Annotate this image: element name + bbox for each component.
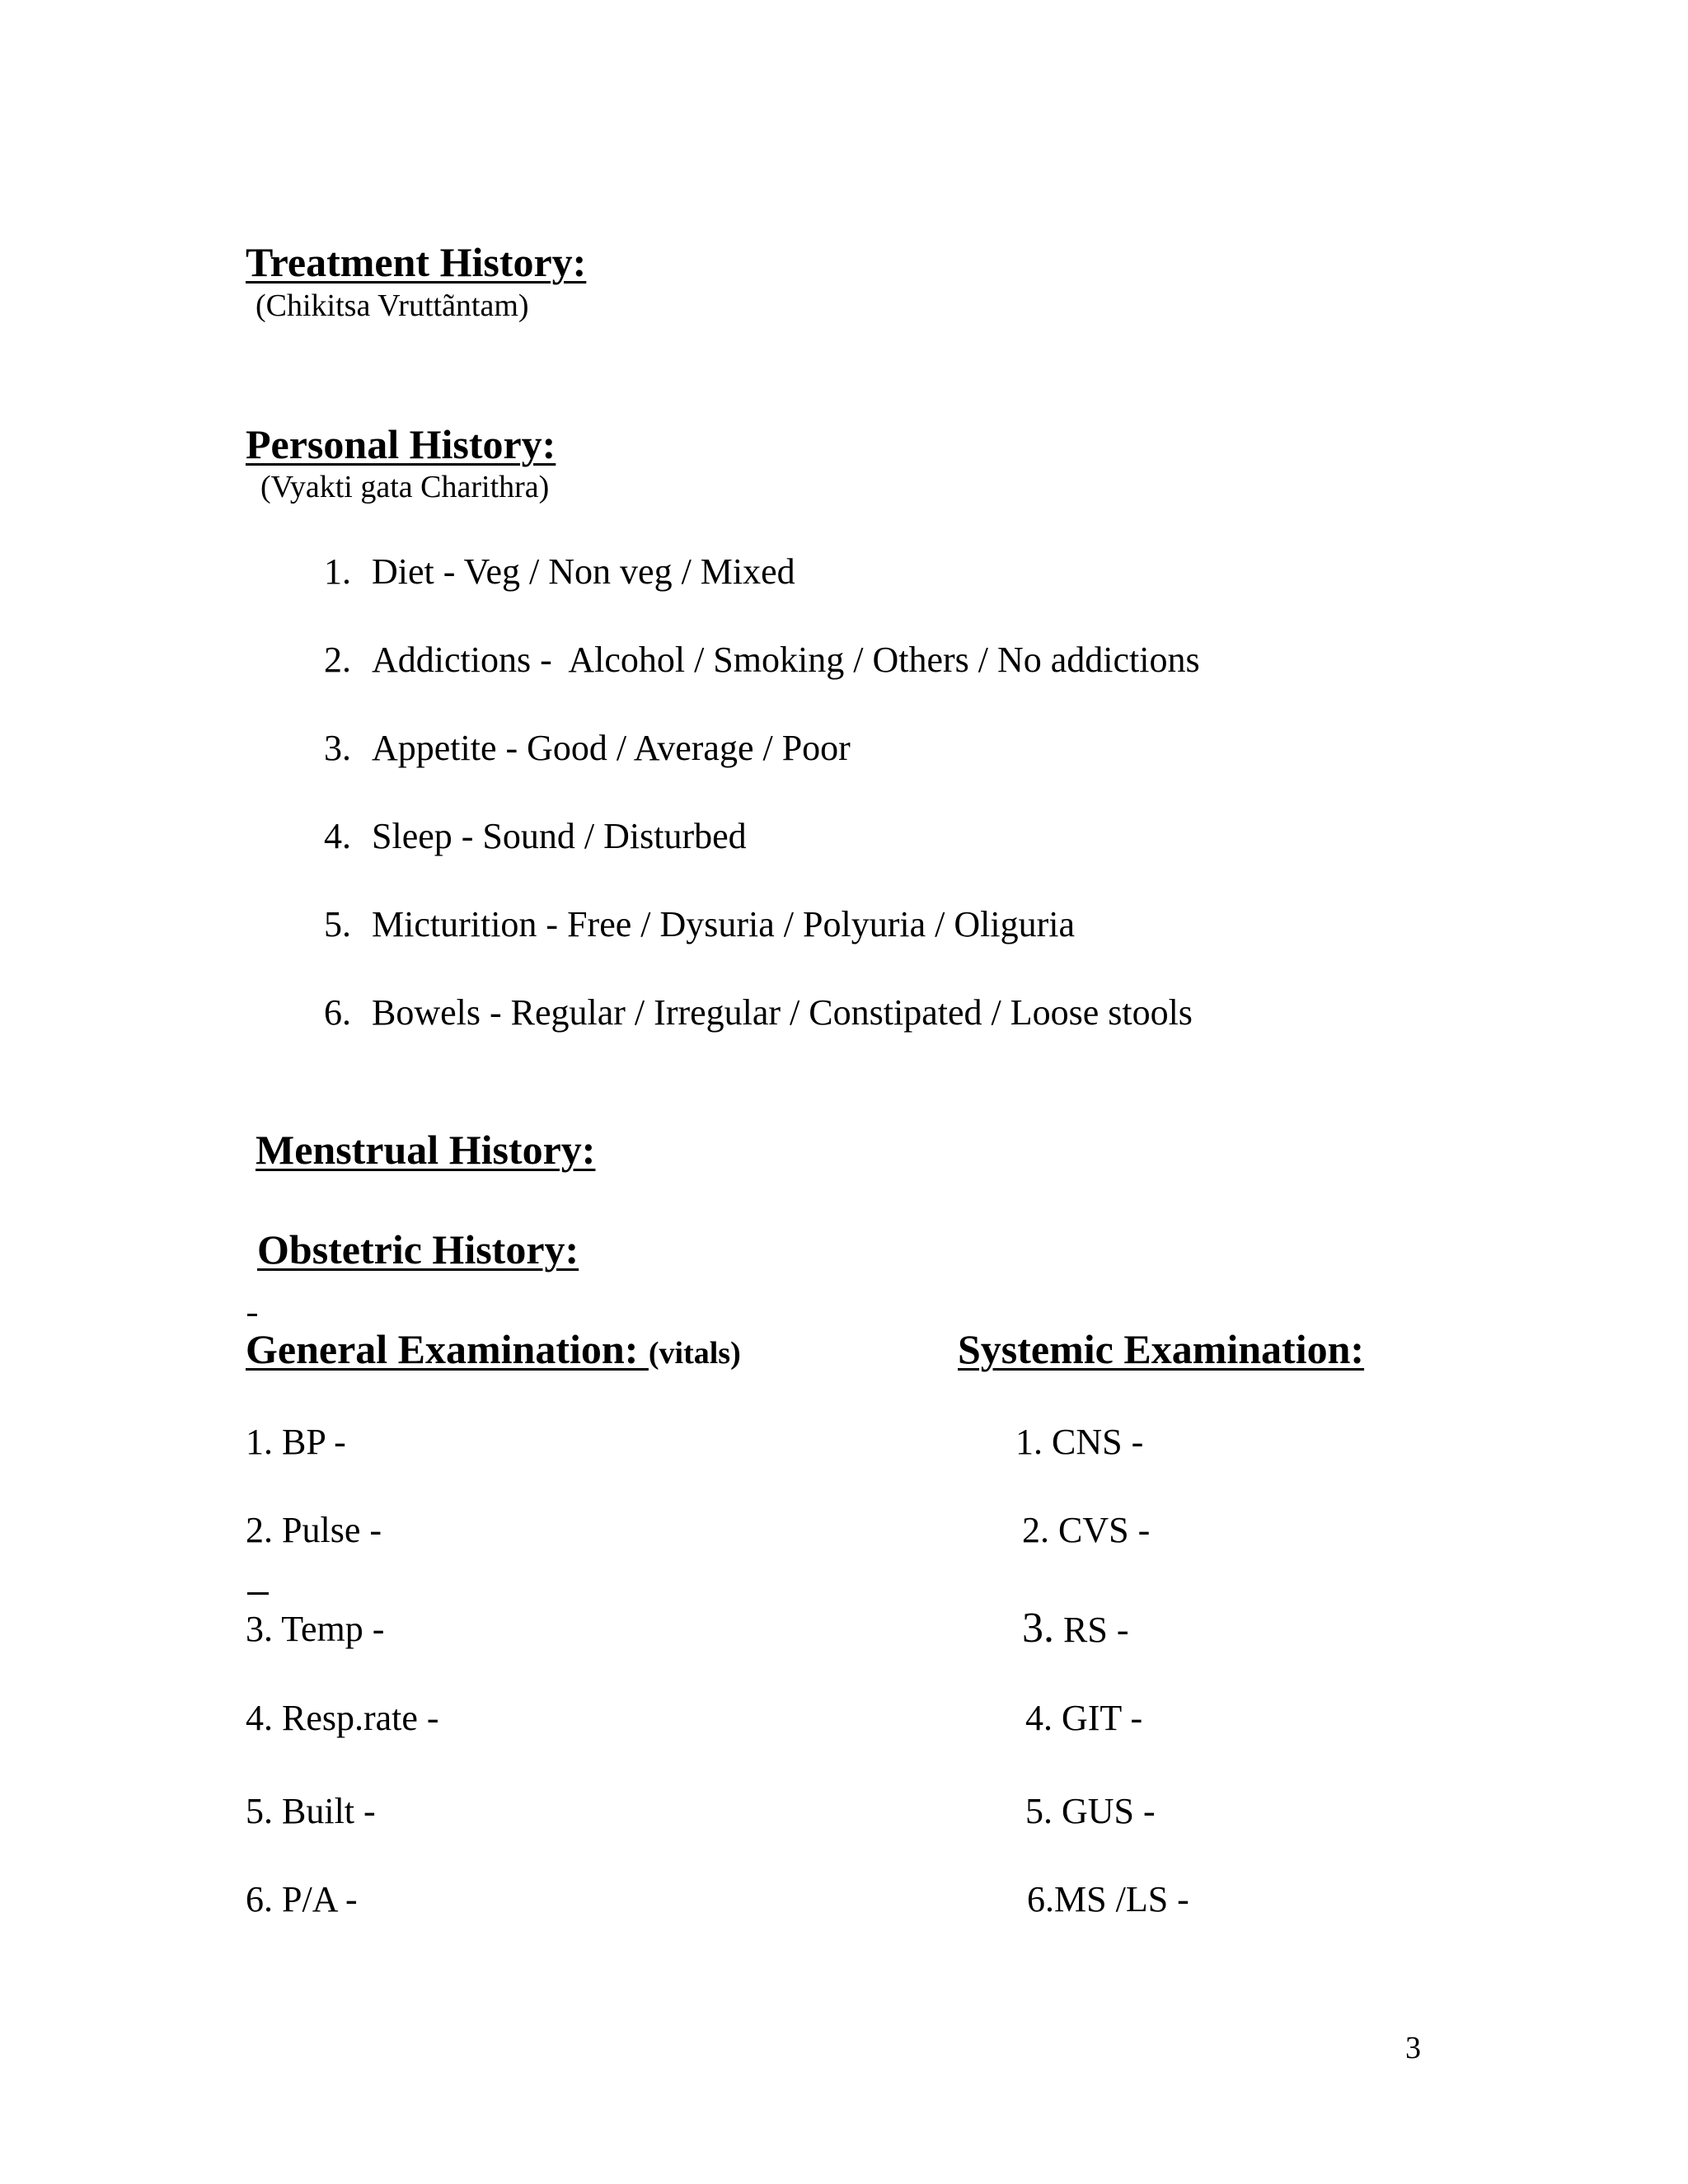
page-number: 3	[1405, 2031, 1421, 2065]
list-text: Appetite - Good / Average / Poor	[372, 728, 851, 768]
obstetric-history-heading: Obstetric History:	[257, 1226, 579, 1272]
list-text: Sleep - Sound / Disturbed	[372, 816, 747, 856]
item-text: CVS -	[1058, 1510, 1151, 1550]
list-number: 4.	[324, 816, 351, 856]
personal-history-item-micturition	[324, 904, 1075, 944]
item-number: 6.	[1027, 1879, 1054, 1919]
general-exam-item-resp-rate	[246, 1700, 439, 1736]
item-number: 3.	[246, 1609, 273, 1649]
list-text: Diet - Veg / Non veg / Mixed	[372, 551, 795, 592]
stray-mark	[247, 1314, 257, 1316]
list-number: 6.	[324, 992, 351, 1033]
general-exam-item-pa	[246, 1879, 358, 1919]
systemic-exam-item-cns	[1015, 1424, 1143, 1460]
item-text: P/A -	[282, 1879, 358, 1919]
personal-history-item-sleep	[324, 818, 747, 855]
list-number: 2.	[324, 640, 351, 680]
general-exam-item-bp	[246, 1424, 346, 1460]
item-text: CNS -	[1052, 1422, 1144, 1462]
list-text: Addictions - Alcohol / Smoking / Others / No addictions	[372, 640, 1200, 680]
item-text: BP -	[282, 1422, 346, 1462]
item-text: MS /LS -	[1054, 1879, 1189, 1919]
list-number: 1.	[324, 551, 351, 592]
general-examination-title: General Examination:	[246, 1326, 649, 1372]
personal-history-item-addictions	[324, 642, 1200, 678]
item-text: Resp.rate -	[282, 1698, 439, 1738]
personal-history-heading: Personal History:	[246, 421, 556, 467]
personal-history-subtitle: (Vyakti gata Charithra)	[260, 470, 550, 504]
item-number: 5.	[1025, 1791, 1053, 1831]
systemic-examination-heading: Systemic Examination:	[958, 1326, 1365, 1372]
item-number: 2.	[246, 1510, 273, 1550]
item-number: 2.	[1022, 1510, 1049, 1550]
general-exam-item-built	[246, 1793, 376, 1830]
item-number: 4.	[1025, 1698, 1053, 1738]
list-text: Bowels - Regular / Irregular / Constipated / Loose stools	[372, 992, 1193, 1033]
item-text: Pulse -	[282, 1510, 382, 1550]
list-number: 5.	[324, 904, 351, 944]
treatment-history-subtitle: (Chikitsa Vruttãntam)	[256, 288, 529, 323]
list-text: Micturition - Free / Dysuria / Polyuria / Oliguria	[372, 904, 1075, 944]
personal-history-item-bowels	[324, 992, 1193, 1033]
systemic-exam-item-cvs	[1022, 1512, 1150, 1549]
systemic-exam-item-rs	[1022, 1607, 1128, 1650]
item-number: 1.	[246, 1422, 273, 1462]
list-number: 3.	[324, 728, 351, 768]
systemic-exam-item-ms-ls	[1027, 1879, 1189, 1919]
general-exam-item-temp	[246, 1611, 384, 1647]
item-number: 1.	[1015, 1422, 1043, 1462]
general-examination-heading	[246, 1326, 741, 1372]
item-text: RS -	[1063, 1610, 1129, 1650]
personal-history-item-diet	[324, 551, 795, 592]
item-text: GIT -	[1062, 1698, 1143, 1738]
vitals-note: (vitals)	[648, 1336, 741, 1371]
systemic-exam-item-gus	[1025, 1793, 1156, 1830]
item-number: 5.	[246, 1791, 273, 1831]
personal-history-item-appetite	[324, 730, 851, 766]
treatment-history-heading: Treatment History:	[246, 239, 587, 285]
item-text: Built -	[282, 1791, 376, 1831]
systemic-exam-item-git	[1025, 1700, 1142, 1736]
item-number: 4.	[246, 1698, 273, 1738]
stray-mark	[247, 1592, 269, 1595]
item-number: 3.	[1022, 1605, 1054, 1652]
item-text: Temp -	[281, 1609, 385, 1649]
menstrual-history-heading: Menstrual History:	[256, 1127, 596, 1173]
item-text: GUS -	[1062, 1791, 1156, 1831]
general-exam-item-pulse	[246, 1512, 382, 1549]
item-number: 6.	[246, 1879, 273, 1919]
